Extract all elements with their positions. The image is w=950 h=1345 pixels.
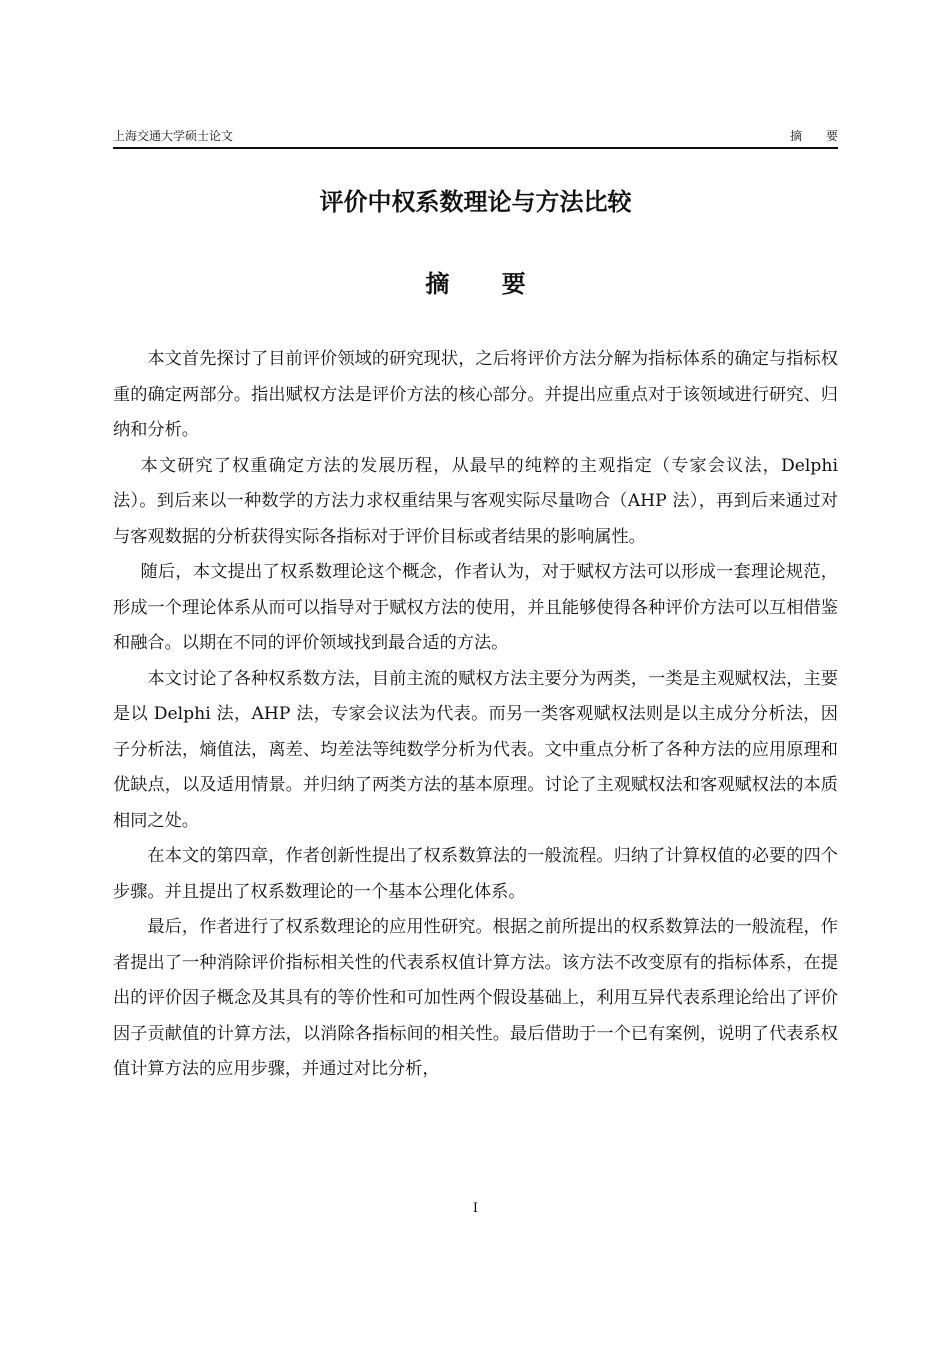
header-thesis-label: 上海交通大学硕士论文 — [113, 129, 234, 143]
abstract-paragraph: 随后，本文提出了权系数理论这个概念，作者认为，对于赋权方法可以形成一套理论规范，形成一个理论体系从而可以指导对于赋权方法的使用，并且能够使得各种评价方法可以互相借鉴和融合。以期在不同的评价领域找到最合适的方法。 — [113, 562, 838, 653]
document-title: 评价中权系数理论与方法比较 — [319, 188, 632, 216]
running-header — [113, 126, 848, 146]
header-rule — [113, 147, 838, 149]
abstract-heading: 摘 要 — [425, 270, 548, 298]
header-section-label: 摘 要 — [790, 129, 848, 143]
abstract-paragraph: 最后，作者进行了权系数理论的应用性研究。根据之前所提出的权系数算法的一般流程，作者提出了一种消除评价指标相关性的代表系权值计算方法。该方法不改变原有的指标体系，在提出的评价因子概念及其具有的等价性和可加性两个假设基础上，利用互异代表系理论给出了评价因子贡献值的计算方法，以消除各指标间的相关性。最后借助于一个已有案例，说明了代表系权值计算方法的应用步骤，并通过对比分析， — [113, 917, 838, 1079]
abstract-body — [113, 342, 838, 1088]
page-number: I — [472, 1201, 479, 1216]
abstract-paragraph: 本文研究了权重确定方法的发展历程，从最早的纯粹的主观指定（专家会议法，Delphi 法）。到后来以一种数学的方法力求权重结果与客观实际尽量吻合（AHP 法），再到后来通过对与客观数据的分析获得实际各指标对于评价目标或者结果的影响属性。 — [113, 455, 838, 547]
abstract-paragraph: 在本文的第四章，作者创新性提出了权系数算法的一般流程。归纳了计算权值的必要的四个步骤。并且提出了权系数理论的一个基本公理化体系。 — [113, 846, 838, 902]
abstract-paragraph: 本文讨论了各种权系数方法，目前主流的赋权方法主要分为两类，一类是主观赋权法，主要是以 Delphi 法，AHP 法，专家会议法为代表。而另一类客观赋权法则是以主成分分析法，因子分析法，熵值法，离差、均差法等纯数学分析为代表。文中重点分析了各种方法的应用原理和优缺点，以及适用情景。并归纳了两类方法的基本原理。讨论了主观赋权法和客观赋权法的本质相同之处。 — [113, 668, 838, 831]
abstract-paragraph: 本文首先探讨了目前评价领域的研究现状，之后将评价方法分解为指标体系的确定与指标权重的确定两部分。指出赋权方法是评价方法的核心部分。并提出应重点对于该领域进行研究、归纳和分析。 — [113, 349, 838, 440]
